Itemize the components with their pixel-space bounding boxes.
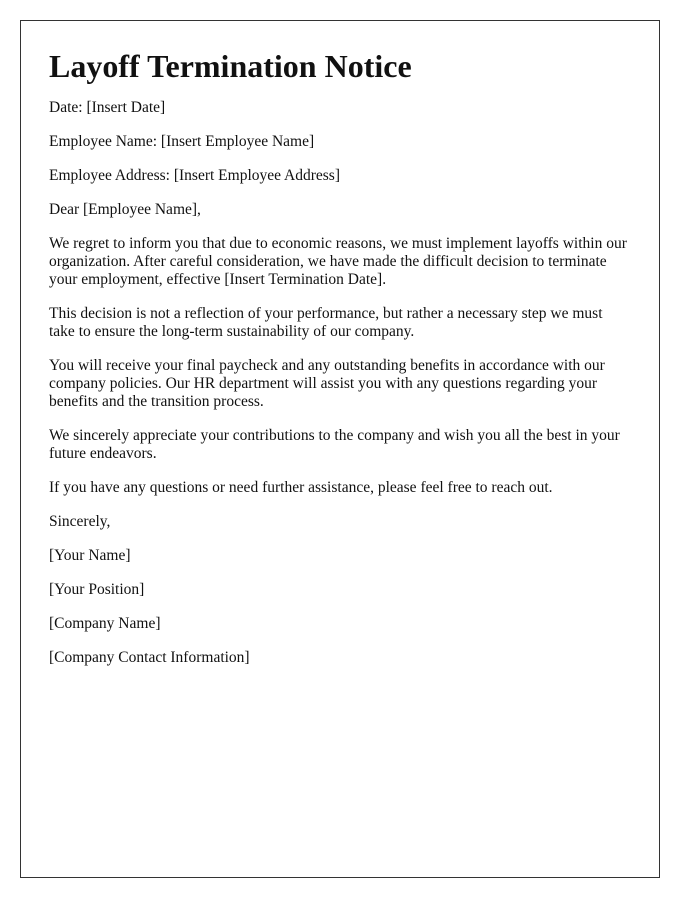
employee-name-line: Employee Name: [Insert Employee Name]: [49, 133, 315, 151]
date-line: Date: [Insert Date]: [49, 99, 166, 117]
signature-position: [Your Position]: [49, 581, 145, 599]
body-paragraph: You will receive your final paycheck and any outstanding benefits in accordance with our company policies. Our HR department will assist you with any questions regarding your benefits and the transition process.: [49, 357, 605, 411]
document-title: Layoff Termination Notice: [49, 48, 412, 84]
salutation: Dear [Employee Name],: [49, 201, 201, 219]
employee-address-line: Employee Address: [Insert Employee Address]: [49, 167, 340, 185]
signature-contact: [Company Contact Information]: [49, 649, 250, 667]
body-paragraph: If you have any questions or need further assistance, please feel free to reach out.: [49, 479, 553, 497]
signature-company: [Company Name]: [49, 615, 161, 633]
letter-content: [49, 47, 629, 683]
signature-name: [Your Name]: [49, 547, 131, 565]
body-paragraph: We regret to inform you that due to economic reasons, we must implement layoffs within our organization. After careful consideration, we have made the difficult decision to terminate your employment, effective [Insert Termination Date].: [49, 235, 627, 289]
letter-page: [20, 20, 660, 878]
body-paragraph: This decision is not a reflection of your performance, but rather a necessary step we must take to ensure the long-term sustainability of our company.: [49, 305, 603, 341]
closing: Sincerely,: [49, 513, 111, 531]
body-paragraph: We sincerely appreciate your contributions to the company and wish you all the best in your future endeavors.: [49, 427, 620, 463]
